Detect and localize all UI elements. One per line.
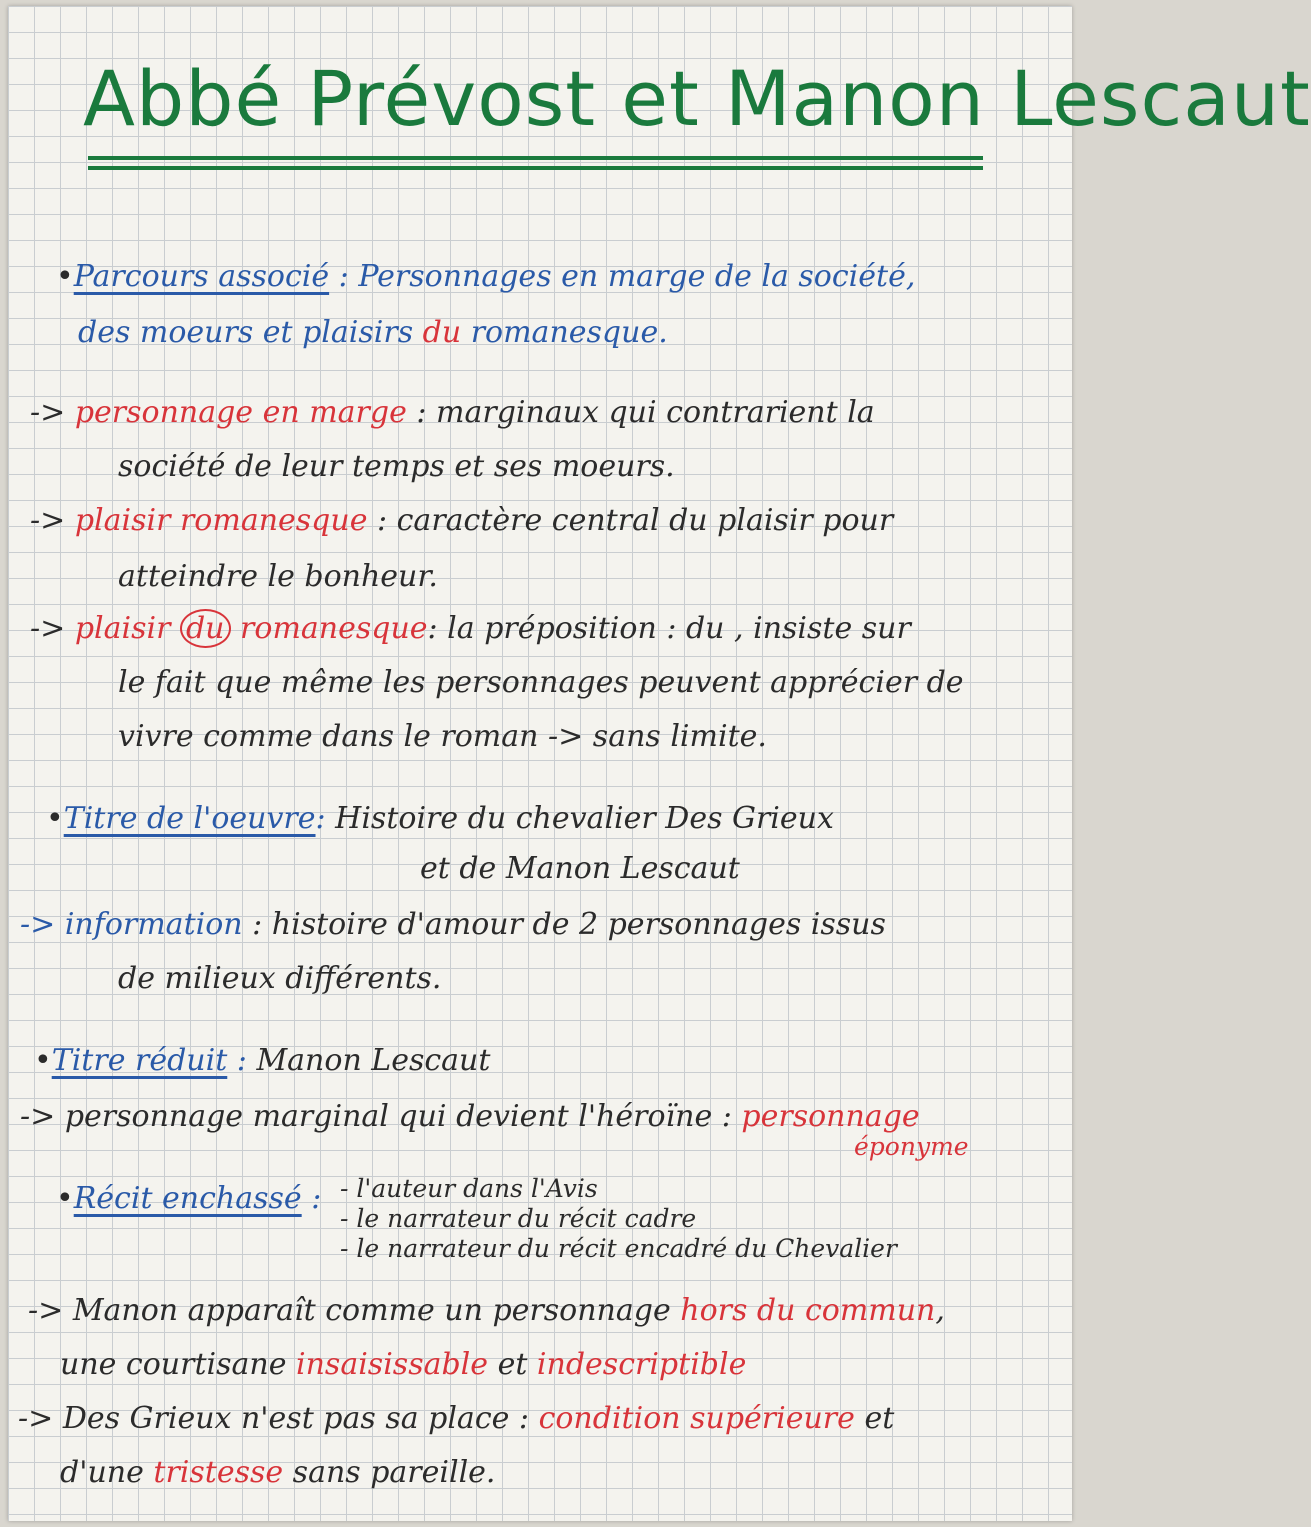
titre-reduit-label: Titre réduit xyxy=(51,1043,228,1078)
point-information: -> information : histoire d'amour de 2 personnages issus xyxy=(20,907,886,942)
point-manon: -> Manon apparaît comme un personnage hors du commun, xyxy=(28,1293,945,1328)
point-information-cont: de milieux différents. xyxy=(118,961,442,996)
parcours-line-2: des moeurs et plaisirs du romanesque. xyxy=(78,315,668,350)
arrow-icon: -> xyxy=(30,503,66,538)
recit-item: - le narrateur du récit encadré du Chevalier xyxy=(340,1234,897,1263)
recit-enchasse-label: Récit enchassé xyxy=(73,1181,302,1216)
title-underline-second xyxy=(88,166,983,170)
personnage-eponyme: éponyme xyxy=(854,1132,969,1161)
page-title: Abbé Prévost et Manon Lescaut xyxy=(83,54,1311,143)
notebook-page xyxy=(8,6,1311,1521)
bullet: • xyxy=(56,259,74,294)
point-personnage-en-marge-cont: société de leur temps et ses moeurs. xyxy=(118,449,675,484)
titre-oeuvre-line: •Titre de l'oeuvre: Histoire du chevalier Des Grieux xyxy=(46,801,834,836)
point-plaisir-du-romanesque-cont: le fait que même les personnages peuvent apprécier de xyxy=(118,665,964,700)
point-plaisir-romanesque: -> plaisir romanesque : caractère central du plaisir pour xyxy=(30,503,894,538)
parcours-text: Personnages en marge de la société, xyxy=(358,259,916,294)
arrow-icon: -> xyxy=(18,1401,54,1436)
parcours-label: Parcours associé xyxy=(73,259,330,294)
bullet: • xyxy=(34,1043,52,1078)
arrow-icon: -> xyxy=(20,1099,56,1134)
arrow-icon: -> xyxy=(30,395,66,430)
point-personnage-marginal: -> personnage marginal qui devient l'héroïne : personnage xyxy=(20,1099,920,1134)
point-plaisir-du-romanesque-cont-2: vivre comme dans le roman -> sans limite. xyxy=(118,719,767,754)
point-des-grieux-cont: d'une tristesse sans pareille. xyxy=(60,1455,496,1490)
point-des-grieux: -> Des Grieux n'est pas sa place : condition supérieure et xyxy=(18,1401,895,1436)
arrow-icon: -> xyxy=(30,611,66,646)
title-underline xyxy=(88,156,983,160)
recit-enchasse-line: •Récit enchassé : xyxy=(56,1181,322,1216)
bullet: • xyxy=(56,1181,74,1216)
titre-reduit-line: •Titre réduit : Manon Lescaut xyxy=(34,1043,491,1078)
point-plaisir-du-romanesque: -> plaisir du romanesque: la préposition : du , insiste sur xyxy=(30,611,911,646)
point-personnage-en-marge: -> personnage en marge : marginaux qui contrarient la xyxy=(30,395,875,430)
circled-word: du xyxy=(180,609,231,648)
titre-oeuvre-line-2: et de Manon Lescaut xyxy=(420,851,740,886)
recit-item: - l'auteur dans l'Avis xyxy=(340,1174,598,1203)
bullet: • xyxy=(46,801,64,836)
parcours-line: •Parcours associé : Personnages en marge de la société, xyxy=(56,259,916,294)
arrow-icon: -> xyxy=(20,907,56,942)
recit-item: - le narrateur du récit cadre xyxy=(340,1204,697,1233)
point-manon-cont: une courtisane insaisissable et indescriptible xyxy=(60,1347,747,1382)
point-plaisir-romanesque-cont: atteindre le bonheur. xyxy=(118,559,438,594)
arrow-icon: -> xyxy=(28,1293,64,1328)
titre-oeuvre-label: Titre de l'oeuvre xyxy=(63,801,316,836)
